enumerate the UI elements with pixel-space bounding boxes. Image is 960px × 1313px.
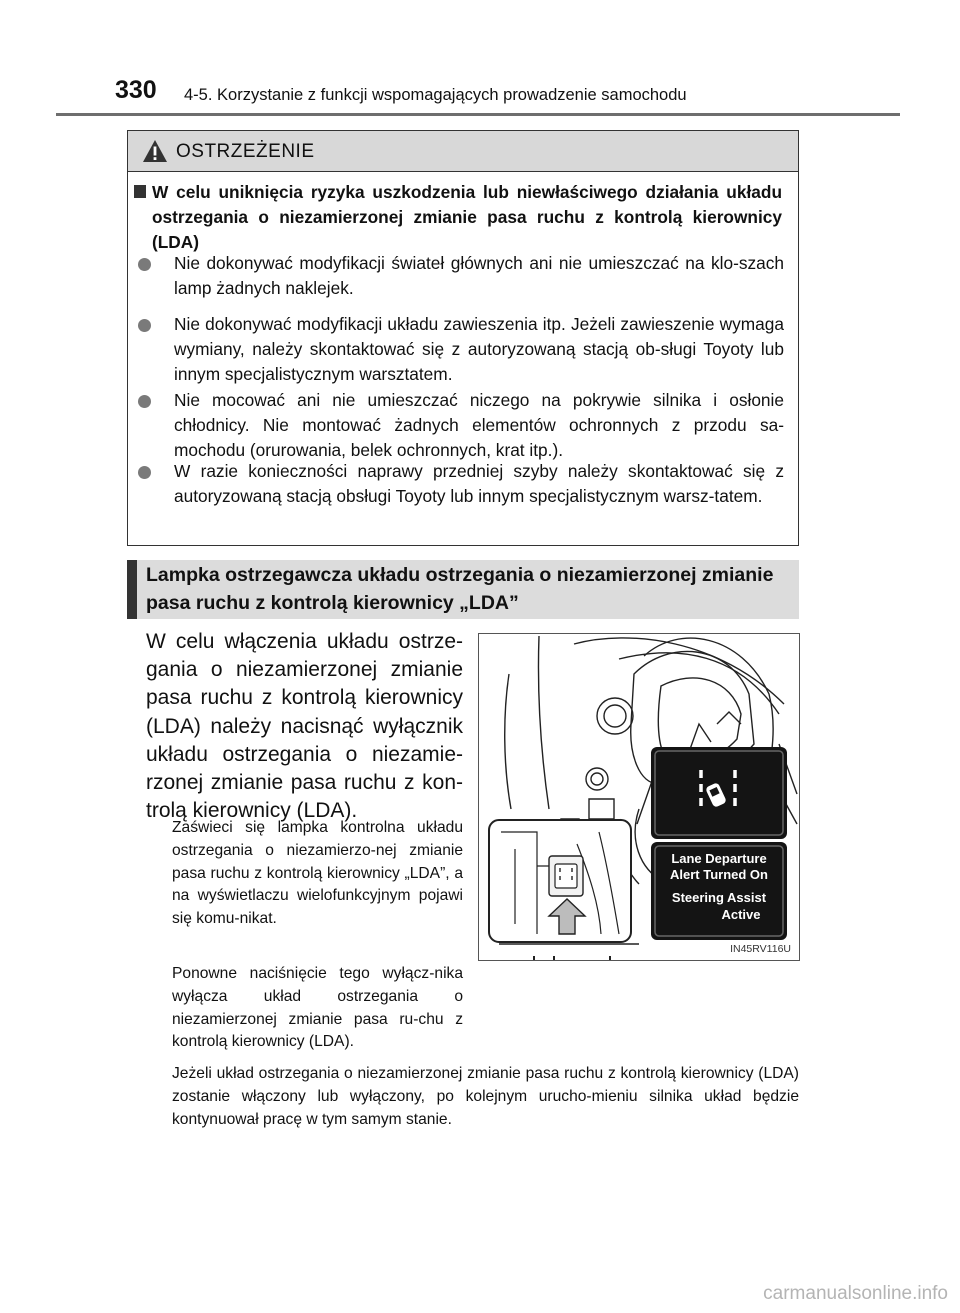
bullet-icon — [138, 319, 151, 332]
watermark: carmanualsonline.info — [763, 1283, 948, 1304]
warning-bullet: W razie konieczności naprawy przedniej szyby należy skontaktować się z autoryzowaną stacją obsługi Toyoty lub innym specjalistycznym warsz-tatem. — [174, 461, 784, 506]
warning-bullet: Nie dokonywać modyfikacji układu zawieszenia itp. Jeżeli zawieszenie wymaga wymiany, należy skontaktować się z autoryzowaną stacją ob-sługi Toyoty lub innym specjalistycznym warsztatem. — [174, 314, 784, 384]
dashboard-illustration — [478, 633, 800, 961]
display-line-4: Active — [721, 907, 761, 922]
dashboard-drawing — [479, 634, 800, 961]
warning-box — [127, 130, 799, 546]
warning-bullet: Nie mocować ani nie umieszczać niczego na pokrywie silnika i osłonie chłodnicy. Nie montować żadnych elementów ochronnych z przodu sa-mochodu (orurowania, belek ochronnych, krat itp.). — [174, 390, 784, 460]
bullet-icon — [138, 395, 151, 408]
instruction-text: W celu włączenia układu ostrze-gania o niezamierzonej zmianie pasa ruchu z kontrolą kierownicy (LDA) należy nacisnąć wyłącznik układu ostrzegania o niezamie-rzonej zmianie pasa ruchu z kon-trolą kierownicy (LDA). — [146, 630, 463, 823]
page-number: 330 — [115, 76, 157, 104]
display-line-1: Lane Departure — [671, 851, 767, 866]
warning-lead: W celu uniknięcia ryzyka uszkodzenia lub niewłaściwego działania układu ostrzegania o niezamierzonej zmianie pasa ruchu z kontrolą kierownicy (LDA) — [152, 182, 782, 252]
display-line-3: Steering Assist — [671, 890, 767, 905]
section-title: Lampka ostrzegawcza układu ostrzegania o niezamierzonej zmianie pasa ruchu z kontrolą kierownicy „LDA” — [146, 564, 774, 614]
figure-code: IN45RV116U — [730, 943, 791, 955]
note-persist-state: Jeżeli układ ostrzegania o niezamierzonej zmianie pasa ruchu z kontrolą kierownicy (LDA) zostanie włączony lub wyłączony, po kolejnym urucho-mieniu silnika układ będzie kontynuował pracę w tym samym stanie. — [172, 1065, 799, 1128]
warning-triangle-icon — [142, 139, 168, 163]
warning-title: OSTRZEŻENIE — [176, 141, 315, 162]
note-toggle-off: Ponowne naciśnięcie tego wyłącz-nika wyłącza układ ostrzegania o niezamierzonej zmianie pasa ru-chu z kontrolą kierownicy (LDA). — [172, 965, 463, 1051]
chapter-title: 4-5. Korzystanie z funkcji wspomagających prowadzenie samochodu — [184, 86, 687, 104]
square-bullet-icon — [134, 185, 146, 198]
header-rule — [56, 113, 900, 116]
bullet-icon — [138, 258, 151, 271]
note-indicator: Zaświeci się lampka kontrolna układu ostrzegania o niezamierzo-nej zmianie pasa ruchu z kontrolą kierownicy „LDA”, a na wyświetlaczu wielofunkcyjnym pojawi się komu-nikat. — [172, 819, 463, 928]
section-accent — [127, 560, 137, 619]
bullet-icon — [138, 466, 151, 479]
display-line-2: Alert Turned On — [670, 867, 768, 882]
warning-bullet: Nie dokonywać modyfikacji świateł głównych ani nie umieszczać na klo-szach lamp żadnych naklejek. — [174, 253, 784, 298]
warning-header — [128, 131, 798, 172]
